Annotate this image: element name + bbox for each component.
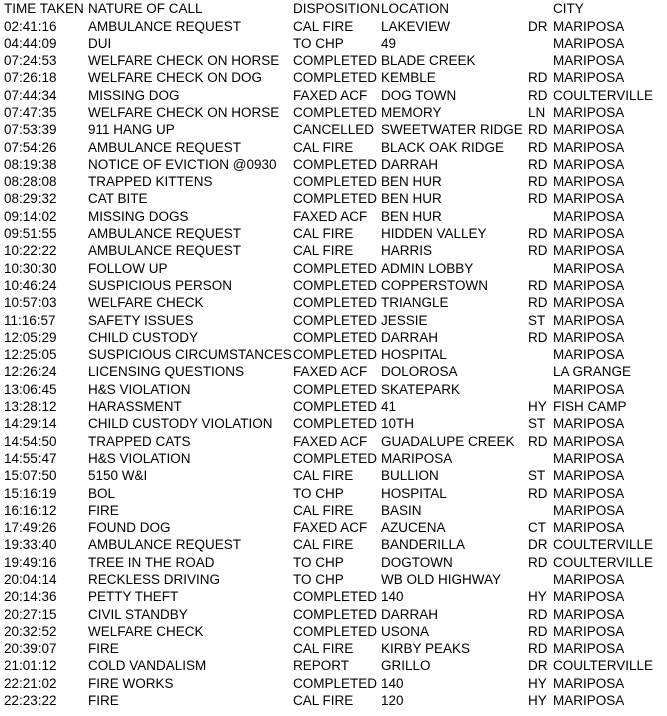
cell-city: FISH CAMP — [553, 399, 627, 415]
cell-time-taken: 22:23:22 — [4, 693, 57, 709]
cell-location: JESSIE — [381, 312, 428, 328]
cell-nature-of-call: CHILD CUSTODY — [88, 329, 199, 345]
cell-street-suffix: RD — [528, 606, 548, 622]
cell-nature-of-call: AMBULANCE REQUEST — [88, 226, 242, 242]
cell-disposition: COMPLETED — [293, 156, 378, 172]
table-row — [0, 363, 667, 380]
cell-nature-of-call: HARASSMENT — [88, 399, 182, 415]
cell-nature-of-call: TRAPPED KITTENS — [88, 174, 213, 190]
cell-time-taken: 02:41:16 — [4, 18, 57, 34]
cell-street-suffix: DR — [528, 18, 548, 34]
cell-city: MARIPOSA — [553, 191, 625, 207]
cell-time-taken: 10:22:22 — [4, 243, 57, 259]
cell-city: MARIPOSA — [553, 520, 625, 536]
cell-street-suffix: CT — [528, 520, 546, 536]
table-row — [0, 692, 667, 709]
table-row — [0, 260, 667, 277]
cell-disposition: CAL FIRE — [293, 243, 354, 259]
cell-street-suffix: ST — [528, 468, 546, 484]
cell-city: COULTERVILLE — [553, 658, 654, 674]
cell-nature-of-call: CIVIL STANDBY — [88, 606, 188, 622]
cell-city: MARIPOSA — [553, 18, 625, 34]
cell-time-taken: 14:55:47 — [4, 450, 57, 466]
cell-nature-of-call: AMBULANCE REQUEST — [88, 243, 242, 259]
table-row — [0, 606, 667, 623]
cell-nature-of-call: WELFARE CHECK ON DOG — [88, 70, 263, 86]
table-row — [0, 18, 667, 35]
cell-street-suffix: ST — [528, 416, 546, 432]
table-row — [0, 190, 667, 207]
table-row — [0, 485, 667, 502]
cell-city: MARIPOSA — [553, 450, 625, 466]
cell-disposition: COMPLETED — [293, 675, 378, 691]
cell-location: DOG TOWN — [381, 87, 457, 103]
cell-city: MARIPOSA — [553, 70, 625, 86]
cell-nature-of-call: FIRE — [88, 641, 119, 657]
table-row — [0, 52, 667, 69]
cell-city: MARIPOSA — [553, 243, 625, 259]
cell-disposition: COMPLETED — [293, 277, 378, 293]
table-row — [0, 640, 667, 657]
table-row — [0, 329, 667, 346]
table-row — [0, 588, 667, 605]
cell-city: MARIPOSA — [553, 693, 625, 709]
cell-street-suffix: RD — [528, 433, 548, 449]
cell-disposition: CANCELLED — [293, 122, 375, 138]
cell-disposition: FAXED ACF — [293, 87, 368, 103]
cell-location: MEMORY — [381, 104, 442, 120]
cell-time-taken: 14:54:50 — [4, 433, 57, 449]
cell-disposition: FAXED ACF — [293, 208, 368, 224]
cell-disposition: TO CHP — [293, 35, 344, 51]
cell-location: SWEETWATER RIDGE — [381, 122, 523, 138]
cell-time-taken: 08:19:38 — [4, 156, 57, 172]
cell-location: BLACK OAK RIDGE — [381, 139, 505, 155]
cell-time-taken: 04:44:09 — [4, 35, 57, 51]
cell-time-taken: 10:46:24 — [4, 277, 57, 293]
table-row — [0, 277, 667, 294]
cell-time-taken: 20:32:52 — [4, 623, 57, 639]
cell-disposition: FAXED ACF — [293, 433, 368, 449]
cell-city: COULTERVILLE — [553, 537, 654, 553]
table-row — [0, 519, 667, 536]
cell-location: HARRIS — [381, 243, 433, 259]
cell-disposition: COMPLETED — [293, 53, 378, 69]
table-row — [0, 450, 667, 467]
table-row — [0, 467, 667, 484]
table-row — [0, 657, 667, 674]
cell-street-suffix: LN — [528, 104, 546, 120]
cell-city: MARIPOSA — [553, 623, 625, 639]
cell-disposition: CAL FIRE — [293, 502, 354, 518]
cell-time-taken: 09:14:02 — [4, 208, 57, 224]
cell-nature-of-call: COLD VANDALISM — [88, 658, 207, 674]
cell-time-taken: 20:39:07 — [4, 641, 57, 657]
cell-location: BEN HUR — [381, 191, 442, 207]
table-row — [0, 536, 667, 553]
cell-city: MARIPOSA — [553, 139, 625, 155]
cell-disposition: TO CHP — [293, 572, 344, 587]
cell-location: 140 — [381, 675, 404, 691]
cell-time-taken: 11:16:57 — [4, 312, 56, 328]
cell-city: LA GRANGE — [553, 364, 632, 380]
cell-disposition: COMPLETED — [293, 606, 378, 622]
cell-time-taken: 19:33:40 — [4, 537, 57, 553]
cell-city: MARIPOSA — [553, 295, 625, 311]
table-row — [0, 294, 667, 311]
cell-disposition: COMPLETED — [293, 295, 378, 311]
cell-location: ADMIN LOBBY — [381, 260, 474, 276]
cell-time-taken: 10:30:30 — [4, 260, 57, 276]
cell-street-suffix: RD — [528, 277, 548, 293]
cell-disposition: FAXED ACF — [293, 364, 368, 380]
table-row — [0, 156, 667, 173]
cell-nature-of-call: TRAPPED CATS — [88, 433, 191, 449]
table-row — [0, 104, 667, 121]
cell-street-suffix: RD — [528, 139, 548, 155]
cell-time-taken: 17:49:26 — [4, 520, 57, 536]
cell-city: MARIPOSA — [553, 502, 625, 518]
cell-street-suffix: RD — [528, 226, 548, 242]
cell-disposition: COMPLETED — [293, 623, 378, 639]
cell-time-taken: 10:57:03 — [4, 295, 57, 311]
cell-nature-of-call: CHILD CUSTODY VIOLATION — [88, 416, 273, 432]
cell-city: MARIPOSA — [553, 381, 625, 397]
cell-location: BLADE CREEK — [381, 53, 476, 69]
cell-location: KEMBLE — [381, 70, 436, 86]
cell-nature-of-call: MISSING DOG — [88, 87, 180, 103]
table-row — [0, 173, 667, 190]
cell-street-suffix: RD — [528, 295, 548, 311]
cell-location: 41 — [381, 399, 397, 415]
cell-street-suffix: RD — [528, 191, 548, 207]
cell-street-suffix: RD — [528, 156, 548, 172]
cell-street-suffix: DR — [528, 658, 548, 674]
cell-city: MARIPOSA — [553, 122, 625, 138]
cell-nature-of-call: MISSING DOGS — [88, 208, 189, 224]
table-row — [0, 675, 667, 692]
cell-disposition: TO CHP — [293, 554, 344, 570]
cell-location: 140 — [381, 589, 404, 605]
cell-time-taken: 09:51:55 — [4, 226, 57, 242]
cell-disposition: COMPLETED — [293, 347, 378, 363]
cell-nature-of-call: AMBULANCE REQUEST — [88, 139, 242, 155]
cell-disposition: COMPLETED — [293, 416, 378, 432]
cell-city: MARIPOSA — [553, 53, 625, 69]
cell-nature-of-call: BOL — [88, 485, 116, 501]
cell-location: DARRAH — [381, 329, 439, 345]
cell-street-suffix: HY — [528, 693, 547, 709]
cell-disposition: COMPLETED — [293, 174, 378, 190]
cell-city: MARIPOSA — [553, 277, 625, 293]
cell-location: BULLION — [381, 468, 439, 484]
cell-street-suffix: RD — [528, 70, 548, 86]
cell-nature-of-call: H&S VIOLATION — [88, 450, 191, 466]
table-row — [0, 346, 667, 363]
cell-location: 49 — [381, 35, 397, 51]
cell-location: MARIPOSA — [381, 450, 453, 466]
cell-time-taken: 22:21:02 — [4, 675, 57, 691]
cell-nature-of-call: H&S VIOLATION — [88, 381, 191, 397]
cell-nature-of-call: SUSPICIOUS CIRCUMSTANCES — [88, 347, 292, 363]
cell-nature-of-call: LICENSING QUESTIONS — [88, 364, 245, 380]
cell-city: MARIPOSA — [553, 156, 625, 172]
cell-nature-of-call: WELFARE CHECK — [88, 623, 204, 639]
cell-disposition: COMPLETED — [293, 589, 378, 605]
cell-time-taken: 07:24:53 — [4, 53, 57, 69]
cell-location: TRIANGLE — [381, 295, 449, 311]
cell-city: MARIPOSA — [553, 416, 625, 432]
cell-city: MARIPOSA — [553, 572, 625, 587]
header-disposition: DISPOSITION — [293, 1, 381, 16]
cell-time-taken: 07:44:34 — [4, 87, 57, 103]
table-row — [0, 433, 667, 450]
cell-time-taken: 07:26:18 — [4, 70, 57, 86]
cell-location: 120 — [381, 693, 404, 709]
cell-nature-of-call: FOUND DOG — [88, 520, 171, 536]
cell-location: BANDERILLA — [381, 537, 466, 553]
cell-city: MARIPOSA — [553, 226, 625, 242]
cell-city: MARIPOSA — [553, 208, 625, 224]
cell-location: BASIN — [381, 502, 422, 518]
cell-street-suffix: ST — [528, 312, 546, 328]
cell-disposition: COMPLETED — [293, 381, 378, 397]
cell-street-suffix: DR — [528, 537, 548, 553]
cell-time-taken: 12:26:24 — [4, 364, 57, 380]
cell-nature-of-call: CAT BITE — [88, 191, 148, 207]
cell-disposition: COMPLETED — [293, 191, 378, 207]
cell-street-suffix: RD — [528, 554, 548, 570]
cell-nature-of-call: SAFETY ISSUES — [88, 312, 194, 328]
table-row — [0, 415, 667, 432]
cell-time-taken: 13:06:45 — [4, 381, 57, 397]
table-row — [0, 571, 667, 588]
cell-nature-of-call: FOLLOW UP — [88, 260, 168, 276]
cell-city: MARIPOSA — [553, 174, 625, 190]
header-time-taken: TIME TAKEN — [4, 1, 84, 16]
table-row — [0, 623, 667, 640]
cell-disposition: REPORT — [293, 658, 350, 674]
cell-location: BEN HUR — [381, 208, 442, 224]
cell-nature-of-call: 911 HANG UP — [88, 122, 175, 138]
cell-disposition: CAL FIRE — [293, 537, 354, 553]
cell-city: MARIPOSA — [553, 104, 625, 120]
cell-street-suffix: RD — [528, 122, 548, 138]
cell-location: WB OLD HIGHWAY — [381, 572, 502, 587]
table-row — [0, 381, 667, 398]
cell-street-suffix: RD — [528, 641, 548, 657]
cell-city: MARIPOSA — [553, 329, 625, 345]
cell-time-taken: 20:04:14 — [4, 572, 57, 587]
cell-street-suffix: HY — [528, 589, 547, 605]
cell-disposition: CAL FIRE — [293, 468, 354, 484]
cell-city: MARIPOSA — [553, 485, 625, 501]
cell-city: MARIPOSA — [553, 641, 625, 657]
cell-location: KIRBY PEAKS — [381, 641, 471, 657]
cell-city: MARIPOSA — [553, 675, 625, 691]
cell-street-suffix: RD — [528, 243, 548, 259]
cell-disposition: COMPLETED — [293, 260, 378, 276]
cell-nature-of-call: AMBULANCE REQUEST — [88, 537, 242, 553]
cell-nature-of-call: RECKLESS DRIVING — [88, 572, 221, 587]
cell-time-taken: 08:28:08 — [4, 174, 57, 190]
cell-street-suffix: RD — [528, 87, 548, 103]
cell-street-suffix: RD — [528, 485, 548, 501]
cell-city: MARIPOSA — [553, 589, 625, 605]
cell-time-taken: 08:29:32 — [4, 191, 57, 207]
cell-nature-of-call: SUSPICIOUS PERSON — [88, 277, 233, 293]
cell-location: COPPERSTOWN — [381, 277, 489, 293]
cell-location: HIDDEN VALLEY — [381, 226, 487, 242]
cell-nature-of-call: WELFARE CHECK — [88, 295, 204, 311]
cell-disposition: COMPLETED — [293, 329, 378, 345]
cell-disposition: COMPLETED — [293, 104, 378, 120]
table-row — [0, 312, 667, 329]
cell-city: MARIPOSA — [553, 606, 625, 622]
table-row — [0, 242, 667, 259]
cell-street-suffix: HY — [528, 399, 547, 415]
cell-location: 10TH — [381, 416, 415, 432]
cell-location: HOSPITAL — [381, 485, 447, 501]
cell-disposition: CAL FIRE — [293, 139, 354, 155]
cell-disposition: COMPLETED — [293, 70, 378, 86]
cell-location: LAKEVIEW — [381, 18, 451, 34]
cell-location: GUADALUPE CREEK — [381, 433, 515, 449]
cell-time-taken: 20:14:36 — [4, 589, 57, 605]
cell-time-taken: 13:28:12 — [4, 399, 57, 415]
cell-time-taken: 15:07:50 — [4, 468, 57, 484]
table-row — [0, 139, 667, 156]
cell-city: COULTERVILLE — [553, 554, 654, 570]
cell-city: MARIPOSA — [553, 312, 625, 328]
cell-city: MARIPOSA — [553, 433, 625, 449]
cell-disposition: CAL FIRE — [293, 226, 354, 242]
cell-location: DOGTOWN — [381, 554, 453, 570]
cell-location: HOSPITAL — [381, 347, 447, 363]
cell-nature-of-call: DUI — [88, 35, 112, 51]
cell-location: DOLOROSA — [381, 364, 458, 380]
cell-disposition: CAL FIRE — [293, 693, 354, 709]
cell-street-suffix: RD — [528, 329, 548, 345]
cell-nature-of-call: AMBULANCE REQUEST — [88, 18, 242, 34]
cell-time-taken: 16:16:12 — [4, 502, 57, 518]
cell-location: AZUCENA — [381, 520, 446, 536]
cell-nature-of-call: FIRE — [88, 693, 119, 709]
header-nature-of-call: NATURE OF CALL — [88, 1, 203, 16]
cell-time-taken: 12:05:29 — [4, 329, 57, 345]
cell-nature-of-call: 5150 W&I — [88, 468, 148, 484]
cell-street-suffix: RD — [528, 174, 548, 190]
cell-nature-of-call: WELFARE CHECK ON HORSE — [88, 104, 280, 120]
cell-street-suffix: RD — [528, 623, 548, 639]
header-row — [0, 0, 667, 18]
cell-nature-of-call: FIRE — [88, 502, 119, 518]
cell-time-taken: 07:53:39 — [4, 122, 57, 138]
cell-time-taken: 21:01:12 — [4, 658, 57, 674]
table-row — [0, 121, 667, 138]
cell-city: MARIPOSA — [553, 35, 625, 51]
table-row — [0, 208, 667, 225]
header-location: LOCATION — [381, 1, 450, 16]
cell-location: DARRAH — [381, 606, 439, 622]
table-row — [0, 554, 667, 571]
cell-street-suffix: HY — [528, 675, 547, 691]
header-city: CITY — [553, 1, 584, 16]
cell-city: MARIPOSA — [553, 347, 625, 363]
table-row — [0, 225, 667, 242]
table-row — [0, 35, 667, 52]
cell-city: COULTERVILLE — [553, 87, 654, 103]
cell-nature-of-call: TREE IN THE ROAD — [88, 554, 215, 570]
cell-disposition: COMPLETED — [293, 312, 378, 328]
table-body — [0, 18, 667, 710]
cell-disposition: COMPLETED — [293, 399, 378, 415]
cell-time-taken: 20:27:15 — [4, 606, 57, 622]
cell-nature-of-call: NOTICE OF EVICTION @0930 — [88, 156, 277, 172]
cell-time-taken: 12:25:05 — [4, 347, 57, 363]
cell-city: MARIPOSA — [553, 260, 625, 276]
cell-nature-of-call: WELFARE CHECK ON HORSE — [88, 53, 280, 69]
cell-city: MARIPOSA — [553, 468, 625, 484]
cell-disposition: CAL FIRE — [293, 641, 354, 657]
cell-location: DARRAH — [381, 156, 439, 172]
table-row — [0, 87, 667, 104]
table-row — [0, 398, 667, 415]
cell-location: USONA — [381, 623, 430, 639]
cell-time-taken: 07:54:26 — [4, 139, 57, 155]
table-row — [0, 502, 667, 519]
cell-disposition: TO CHP — [293, 485, 344, 501]
cell-location: BEN HUR — [381, 174, 442, 190]
cell-time-taken: 07:47:35 — [4, 104, 57, 120]
cell-location: GRILLO — [381, 658, 431, 674]
table-row — [0, 69, 667, 86]
cell-location: SKATEPARK — [381, 381, 461, 397]
cell-disposition: COMPLETED — [293, 450, 378, 466]
cell-nature-of-call: PETTY THEFT — [88, 589, 179, 605]
cell-time-taken: 14:29:14 — [4, 416, 57, 432]
cell-disposition: FAXED ACF — [293, 520, 368, 536]
cell-time-taken: 15:16:19 — [4, 485, 57, 501]
cell-time-taken: 19:49:16 — [4, 554, 57, 570]
cell-disposition: CAL FIRE — [293, 18, 354, 34]
cell-nature-of-call: FIRE WORKS — [88, 675, 174, 691]
